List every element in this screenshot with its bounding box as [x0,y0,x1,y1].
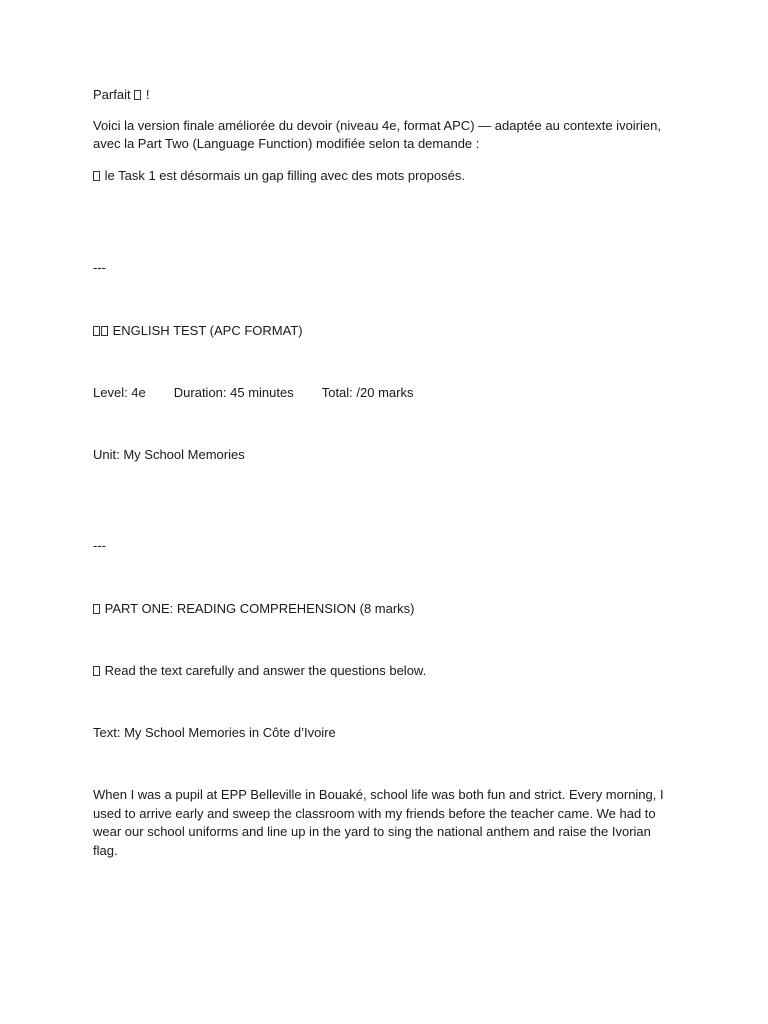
separator-2: --- [93,538,106,553]
greeting-suffix: ! [145,87,150,102]
duration-text: Duration: 45 minutes [173,385,294,400]
separator-1: --- [93,260,106,275]
missing-emoji-icon [93,666,100,676]
paragraph-line-4: flag. [93,843,118,858]
test-title-line [93,322,673,341]
instruction-line [93,662,673,681]
part-one-title: PART ONE: READING COMPREHENSION (8 marks) [104,601,415,616]
greeting-text: Parfait [93,87,131,102]
missing-emoji-icon [101,326,108,336]
test-info-line [93,384,673,403]
test-title: ENGLISH TEST (APC FORMAT) [112,323,303,338]
missing-emoji-icon [134,90,141,100]
missing-emoji-icon [93,326,100,336]
missing-emoji-icon [93,171,100,181]
unit-line: Unit: My School Memories [93,447,245,462]
intro-line-1: Voici la version finale améliorée du devoir (niveau 4e, format APC) — adaptée au contexte ivoirien, [93,118,661,133]
paragraph-line-2: used to arrive early and sweep the classroom with my friends before the teacher came. We had to [93,806,656,821]
missing-emoji-icon [93,604,100,614]
instruction-text: Read the text carefully and answer the questions below. [104,663,427,678]
level-text: Level: 4e [93,385,146,400]
greeting-line [93,86,673,105]
part-one-title-line [93,600,673,619]
total-text: Total: /20 marks [321,385,414,400]
intro-line-2: avec la Part Two (Language Function) modifiée selon ta demande : [93,136,480,151]
paragraph-line-1: When I was a pupil at EPP Belleville in Bouaké, school life was both fun and strict. Every morning, I [93,787,664,802]
task-note-line [93,167,673,186]
paragraph-line-3: wear our school uniforms and line up in the yard to sing the national anthem and raise the Ivorian [93,824,651,839]
task-note-text: le Task 1 est désormais un gap filling avec des mots proposés. [104,168,465,183]
text-title-line: Text: My School Memories in Côte d’Ivoire [93,725,336,740]
